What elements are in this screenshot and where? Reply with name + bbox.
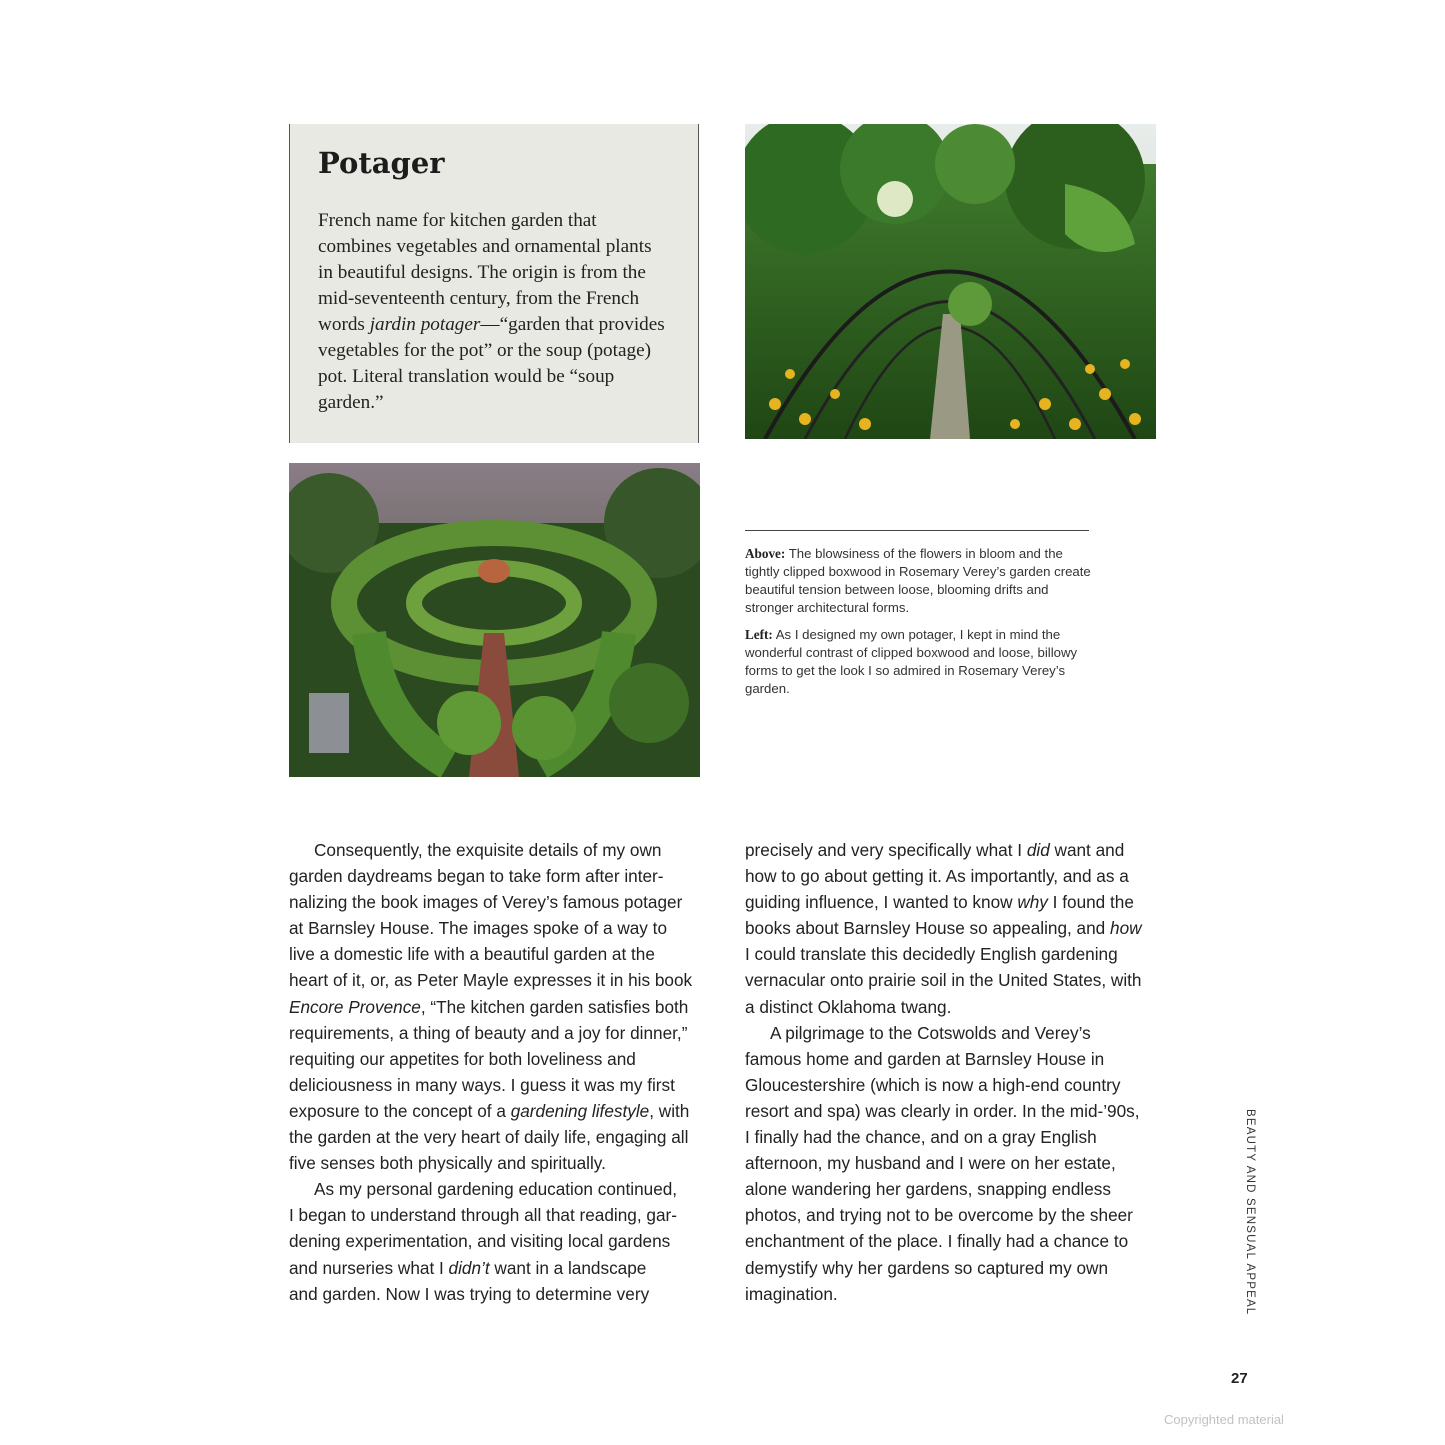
sidebar-line — [318, 260, 688, 286]
text-run: a distinct Oklahoma twang. — [745, 996, 952, 1017]
body-text-line — [289, 1255, 709, 1281]
page-number: 27 — [1231, 1370, 1248, 1387]
text-run: —“garden that provides — [480, 314, 665, 335]
text-run: requirements, a thing of beauty and a joy for dinner,” — [289, 1022, 688, 1043]
copyright-footer: Copyrighted material — [1164, 1412, 1284, 1427]
sidebar-title: Potager — [318, 146, 445, 180]
text-run: A pilgrimage to the Cotswolds and Verey’s — [770, 1022, 1091, 1043]
caption-rule — [745, 530, 1089, 531]
text-run: garden.” — [318, 392, 384, 413]
text-run: combines vegetables and ornamental plants — [318, 236, 652, 257]
text-run: want in a landscape — [489, 1257, 647, 1278]
text-run: heart of it, or, as Peter Mayle expresses it in his book — [289, 970, 693, 991]
caption-above — [745, 545, 1095, 617]
text-run: Gloucestershire (which is now a high-end country — [745, 1074, 1121, 1095]
text-run: French name for kitchen garden that — [318, 210, 597, 231]
text-run: precisely and very specifically what I — [745, 840, 1027, 860]
text-run: the garden at the very heart of daily life, engaging all — [289, 1127, 689, 1148]
running-head: BEAUTY AND SENSUAL APPEAL — [1244, 1109, 1256, 1316]
garden-arch-photo — [745, 124, 1156, 439]
text-run: live a domestic life with a beautiful garden at the — [289, 944, 655, 965]
sidebar-line — [318, 338, 688, 364]
italic-text: Encore Provence — [289, 996, 421, 1017]
text-run: demystify why her gardens so captured my own — [745, 1257, 1109, 1278]
body-text-line — [289, 1124, 709, 1150]
body-text-line — [745, 1098, 1165, 1124]
sidebar-line — [318, 208, 688, 234]
body-text-line — [745, 1124, 1165, 1150]
boxwood-parterre-photo-art — [289, 463, 700, 777]
text-run: I found the — [1047, 892, 1134, 913]
italic-text: didn’t — [448, 1257, 490, 1278]
text-run: resort and spa) was clearly in order. In the mid-’90s, — [745, 1100, 1140, 1121]
caption-left — [745, 626, 1095, 698]
sidebar-line — [318, 390, 688, 416]
body-text-line — [745, 1176, 1165, 1202]
text-run: and garden. Now I was trying to determine very — [289, 1283, 650, 1304]
body-text-line — [289, 994, 709, 1020]
caption-above-label: Above: — [745, 546, 786, 561]
body-text-line — [289, 1281, 709, 1307]
text-run: imagination. — [745, 1283, 838, 1304]
body-column-left — [289, 837, 709, 1307]
text-run: vernacular onto prairie soil in the United States, with — [745, 970, 1142, 991]
text-run: in beautiful designs. The origin is from the — [318, 262, 646, 283]
italic-text: why — [1017, 892, 1048, 913]
text-run: afternoon, my husband and I were on her estate, — [745, 1153, 1116, 1174]
sidebar-line — [318, 234, 688, 260]
text-run: photos, and trying not to be overcome by the sheer — [745, 1205, 1133, 1226]
text-run: enchantment of the place. I finally had a chance to — [745, 1231, 1129, 1252]
caption-left-label: Left: — [745, 627, 773, 642]
body-text-line — [745, 1255, 1165, 1281]
text-run: words — [318, 314, 370, 335]
text-run: exposure to the concept of a — [289, 1100, 511, 1121]
body-text-line — [289, 1046, 709, 1072]
body-text-line — [745, 1150, 1165, 1176]
body-text-line — [745, 1046, 1165, 1072]
body-text-line — [289, 863, 709, 889]
body-text-line — [745, 1020, 1165, 1046]
italic-text: gardening lifestyle — [510, 1100, 650, 1121]
body-text-line — [745, 1072, 1165, 1098]
text-run: guiding influence, I wanted to know — [745, 892, 1018, 913]
italic-text: jardin potager — [369, 314, 481, 335]
text-run: famous home and garden at Barnsley House in — [745, 1048, 1105, 1069]
sidebar-definition — [318, 208, 688, 416]
caption-above-text: The blowsiness of the flowers in bloom and the tightly clipped boxwood in Rosemary Verey’s garden create beautiful tension between loose, blooming drifts and stronger architectural forms. — [745, 546, 1091, 615]
text-run: deliciousness in many ways. I guess it was my first — [289, 1074, 675, 1095]
text-run: and nurseries what I — [289, 1257, 449, 1278]
body-text-line — [745, 863, 1165, 889]
body-text-line — [289, 1098, 709, 1124]
body-text-line — [289, 1228, 709, 1254]
sidebar-line — [318, 364, 688, 390]
body-text-line — [745, 915, 1165, 941]
text-run: mid-seventeenth century, from the French — [318, 288, 640, 309]
body-text-line — [289, 889, 709, 915]
body-text-line — [289, 941, 709, 967]
body-text-line — [289, 837, 709, 863]
text-run: vegetables for the pot” or the soup (potage) — [318, 340, 651, 361]
potager-sidebar — [289, 124, 699, 443]
text-run: Consequently, the exquisite details of my own — [314, 840, 662, 860]
text-run: requiting our appetites for both loveliness and — [289, 1048, 636, 1069]
body-text-line — [289, 1072, 709, 1098]
sidebar-line — [318, 286, 688, 312]
body-text-line — [745, 941, 1165, 967]
sidebar-line — [318, 312, 688, 338]
caption-left-text: As I designed my own potager, I kept in mind the wonderful contrast of clipped boxwood and loose, billowy forms to get the look I so admired in Rosemary Verey’s garden. — [745, 627, 1078, 696]
boxwood-parterre-photo — [289, 463, 700, 777]
body-text-line — [745, 994, 1165, 1020]
text-run: want and — [1049, 840, 1125, 860]
text-run: how to go about getting it. As importantly, and as a — [745, 866, 1129, 887]
text-run: garden daydreams began to take form after inter- — [289, 866, 664, 887]
body-text-line — [745, 1281, 1165, 1307]
text-run: , with — [649, 1100, 690, 1121]
body-text-line — [745, 837, 1165, 863]
body-text-line — [289, 1202, 709, 1228]
italic-text: did — [1026, 840, 1050, 860]
body-text-line — [289, 967, 709, 993]
text-run: I finally had the chance, and on a gray English — [745, 1127, 1097, 1148]
text-run: books about Barnsley House so appealing, and — [745, 918, 1111, 939]
body-column-right — [745, 837, 1165, 1307]
text-run: pot. Literal translation would be “soup — [318, 366, 615, 387]
body-text-line — [745, 1228, 1165, 1254]
text-run: I could translate this decidedly English gardening — [745, 944, 1118, 965]
text-run: As my personal gardening education continued, — [314, 1179, 678, 1200]
italic-text: how — [1110, 918, 1142, 939]
garden-arch-photo-art — [745, 124, 1156, 439]
body-text-line — [289, 915, 709, 941]
body-text-line — [289, 1176, 709, 1202]
text-run: , “The kitchen garden satisfies both — [420, 996, 689, 1017]
body-text-line — [289, 1150, 709, 1176]
text-run: I began to understand through all that reading, gar- — [289, 1205, 677, 1226]
text-run: five senses both physically and spiritually. — [289, 1153, 606, 1174]
body-text-line — [289, 1020, 709, 1046]
text-run: at Barnsley House. The images spoke of a way to — [289, 918, 668, 939]
body-text-line — [745, 1202, 1165, 1228]
text-run: dening experimentation, and visiting local gardens — [289, 1231, 671, 1252]
text-run: alone wandering her gardens, snapping endless — [745, 1179, 1111, 1200]
text-run: nalizing the book images of Verey’s famous potager — [289, 892, 683, 913]
body-text-line — [745, 967, 1165, 993]
body-text-line — [745, 889, 1165, 915]
